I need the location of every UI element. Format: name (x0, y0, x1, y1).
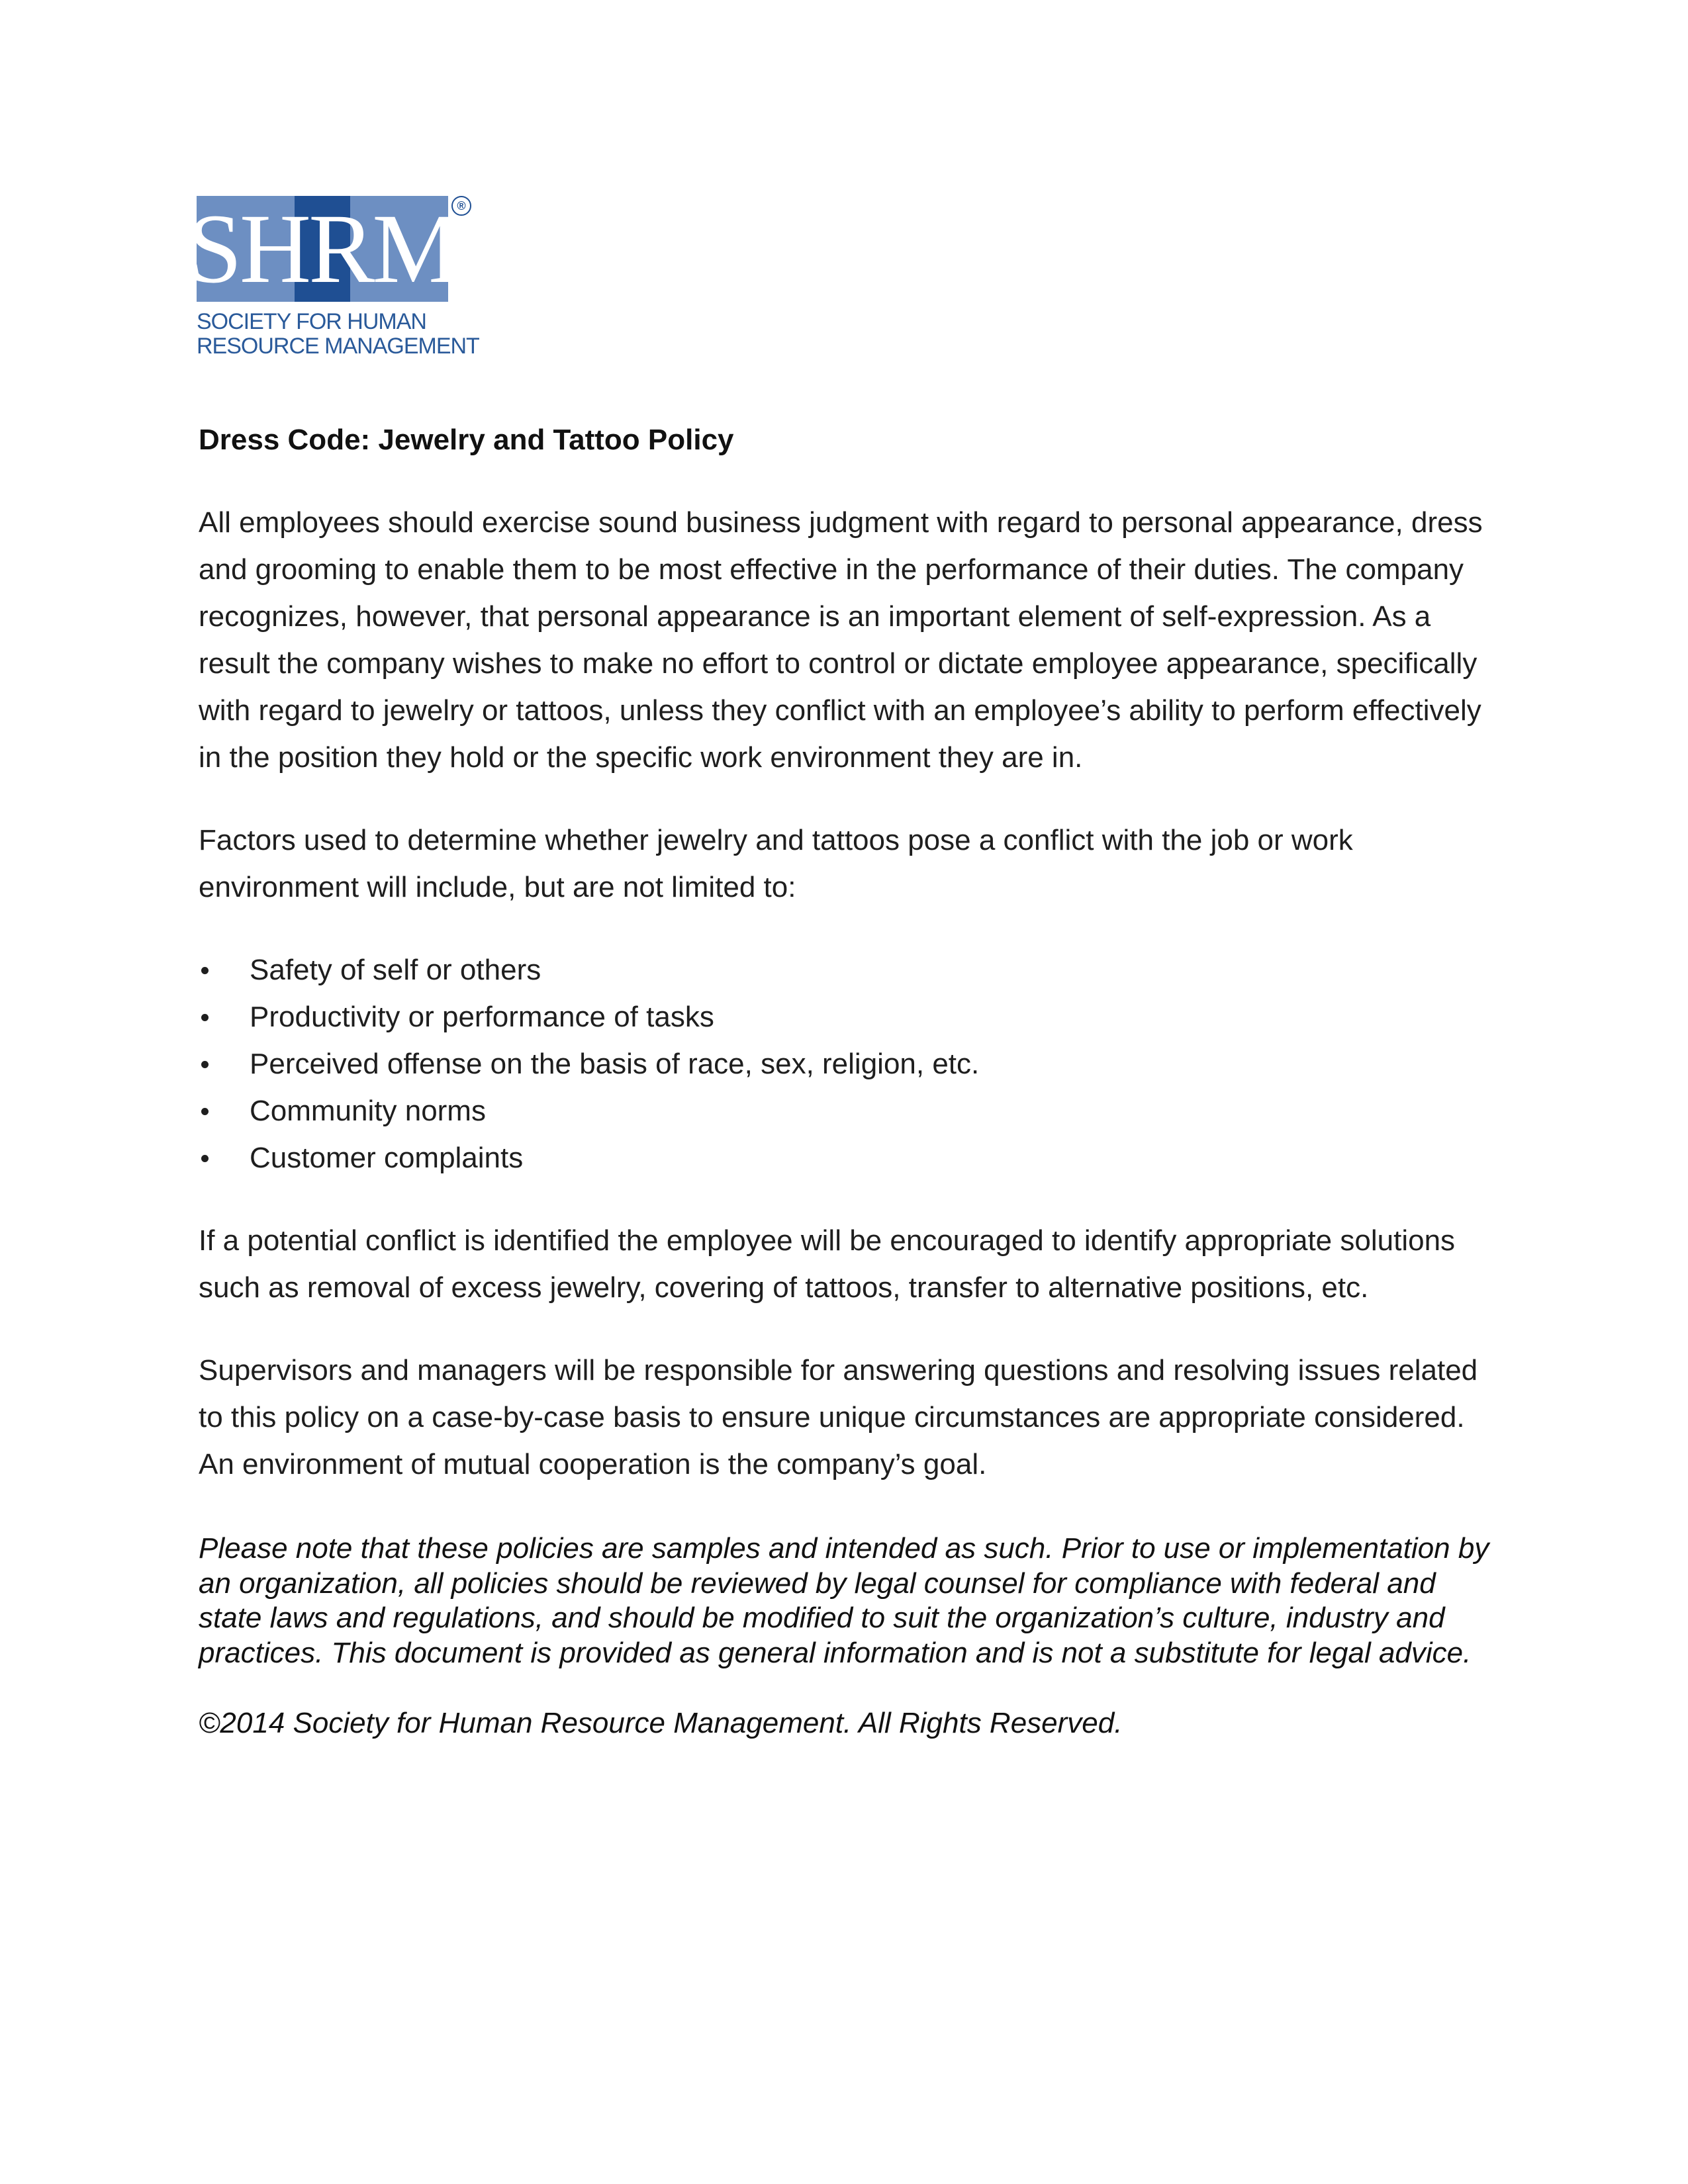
bullet-icon (201, 1108, 209, 1115)
list-item (199, 1087, 1496, 1134)
logo-letters: SHRM (187, 194, 458, 304)
list-item (199, 993, 1496, 1040)
list-item (199, 1040, 1496, 1087)
logo-subtitle-line1: SOCIETY FOR HUMAN (197, 309, 426, 334)
list-item (199, 946, 1496, 993)
logo-subtitle (197, 309, 479, 359)
factors-list (199, 946, 1496, 1181)
conflict-paragraph: If a potential conflict is identified the employee will be encouraged to identify appropriate solutions such as removal of excess jewelry, covering of tattoos, transfer to alternative positions, etc. (199, 1224, 1456, 1304)
bullet-icon (201, 1155, 209, 1162)
copyright-notice: ©2014 Society for Human Resource Management. All Rights Reserved. (199, 1707, 1123, 1739)
list-item (199, 1134, 1496, 1181)
registered-mark-icon: ® (451, 196, 471, 216)
factors-intro-paragraph: Factors used to determine whether jewelry and tattoos pose a conflict with the job or work environment will include, but are not limited to: (199, 824, 1353, 903)
list-item-text: Productivity or performance of tasks (250, 1001, 714, 1033)
bullet-icon (201, 967, 209, 974)
document-body (199, 417, 1496, 1741)
supervisors-paragraph: Supervisors and managers will be responsible for answering questions and resolving issues related to this policy on a case-by-case basis to ensure unique circumstances are appropriate considered. An environment of mutual cooperation is the company’s goal. (199, 1354, 1478, 1480)
bullet-icon (201, 1014, 209, 1021)
list-item-text: Customer complaints (250, 1142, 524, 1174)
list-item-text: Perceived offense on the basis of race, sex, religion, etc. (250, 1048, 980, 1080)
logo-subtitle-line2: RESOURCE MANAGEMENT (197, 334, 479, 359)
list-item-text: Community norms (250, 1095, 486, 1127)
list-item-text: Safety of self or others (250, 954, 541, 986)
shrm-logo (187, 194, 479, 361)
intro-paragraph: All employees should exercise sound business judgment with regard to personal appearance, dress and grooming to enable them to be most effective in the performance of their duties. The company recognizes, however, that personal appearance is an important element of self-expression. As a result the company wishes to make no effort to control or dictate employee appearance, specifically with regard to jewelry or tattoos, unless they conflict with an employee’s ability to perform effectively in the position they hold or the specific work environment they are in. (199, 506, 1483, 774)
disclaimer-note: Please note that these policies are samples and intended as such. Prior to use or implementation by an organization, all policies should be reviewed by legal counsel for compliance with federal and state laws and regulations, and should be modified to suit the organization’s culture, industry and practices. This document is provided as general information and is not a substitute for legal advice. (199, 1532, 1489, 1669)
document-title: Dress Code: Jewelry and Tattoo Policy (199, 424, 734, 456)
bullet-icon (201, 1061, 209, 1068)
